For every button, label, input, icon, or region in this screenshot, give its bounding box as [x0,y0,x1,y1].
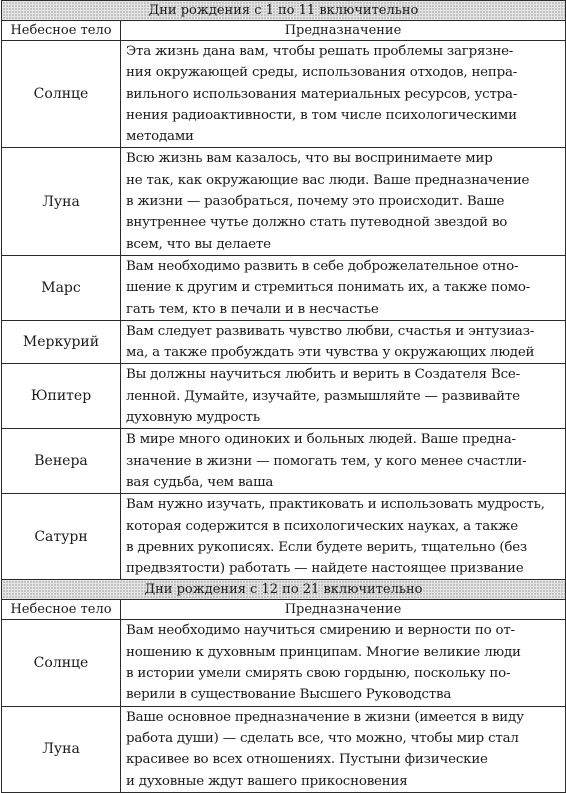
column-header-row [2,21,566,41]
column-header-body: Небесное тело [2,21,121,41]
purpose-text-line: духовную мудрость [126,410,260,426]
purpose-cell [121,429,566,494]
purpose-text-line: всем, что вы делаете [126,236,271,252]
purpose-cell [121,255,566,320]
purpose-text-line: не так, как окружающие вас люди. Ваше предназначение [126,172,530,188]
purpose-text-line: Вы должны научиться любить и верить в Создателя Все- [126,367,520,383]
column-header-purpose: Предназначение [121,21,566,41]
table-row [2,429,566,494]
section-title-row [2,580,566,600]
purpose-text-line: внутреннее чутье должно стать путеводной звездой во [126,215,508,231]
table-row [2,255,566,320]
table-row [2,620,566,706]
purpose-text-line: ма, а также пробуждать эти чувства у окружающих людей [126,345,535,361]
table-row [2,364,566,429]
purpose-text-line: методами [126,129,194,145]
celestial-body-cell: Солнце [2,620,121,706]
purpose-text-line: вильного использования материальных ресурсов, устра- [126,86,518,102]
table-row [2,148,566,255]
purpose-text-line: Эта жизнь дана вам, чтобы решать проблемы загрязне- [126,44,514,59]
celestial-body-cell: Марс [2,255,121,320]
table-row [2,41,566,148]
purpose-text-line: В мире много одиноких и больных людей. Ваше предна- [126,432,516,448]
purpose-cell [121,320,566,364]
purpose-cell [121,620,566,706]
purpose-cell [121,148,566,255]
celestial-body-cell: Юпитер [2,364,121,429]
celestial-body-cell: Луна [2,148,121,255]
section-title: Дни рождения с 1 по 11 включительно [2,1,566,21]
section-title-row [2,1,566,21]
column-header-row [2,600,566,620]
purpose-cell [121,41,566,148]
celestial-body-cell: Сатурн [2,494,121,580]
section-title: Дни рождения с 12 по 21 включительно [2,580,566,600]
purpose-text-line: и духовные ждут вашего прикосновения [126,773,408,789]
purpose-text-line: в жизни — разобраться, почему это происходит. Ваше [126,194,505,210]
celestial-body-cell: Меркурий [2,320,121,364]
purpose-text-line: ношению к духовным принципам. Многие великие люди [126,644,521,660]
purpose-text-line: ния окружающей среды, использования отходов, непра- [126,65,518,81]
celestial-body-cell: Солнце [2,41,121,148]
purpose-text-line: шение к другим и стремиться понимать их, а также помо- [126,280,531,296]
purpose-text-line: в истории умели смирять свою гордыню, поскольку по- [126,666,511,682]
table-row [2,706,566,792]
purpose-text-line: которая содержится в психологических науках, а также [126,518,519,534]
column-header-purpose: Предназначение [121,600,566,620]
purpose-text-line: Вам нужно изучать, практиковать и использовать мудрость, [126,497,545,513]
celestial-body-cell: Луна [2,706,121,792]
celestial-body-cell: Венера [2,429,121,494]
purpose-text-line: верили в существование Высшего Руководства [126,687,452,703]
purpose-text-line: вая судьба, чем ваша [126,474,274,490]
table-row [2,320,566,364]
purpose-text-line: Вам необходимо развить в себе доброжелательное отно- [126,258,519,274]
purpose-cell [121,706,566,792]
purpose-text-line: Ваше основное предназначение в жизни (имеется в виду [126,709,524,725]
purpose-text-line: гать тем, кто в печали и в несчастье [126,301,379,317]
purpose-text-line: работа души) — сделать все, что можно, чтобы мир стал [126,730,519,746]
column-header-body: Небесное тело [2,600,121,620]
purpose-cell [121,494,566,580]
purpose-text-line: в древних рукописях. Если будете верить, тщательно (без [126,539,528,555]
birthday-table [1,0,566,793]
purpose-cell [121,364,566,429]
purpose-text-line: Вам следует развивать чувство любви, счастья и энтузиаз- [126,323,535,339]
purpose-text-line: значение в жизни — помогать тем, у кого менее счастли- [126,453,527,469]
purpose-text-line: предвзятости) работать — найдете настоящее призвание [126,561,524,577]
purpose-text-line: красивее во всех отношениях. Пустыни физические [126,752,488,768]
purpose-text-line: нения радиоактивности, в том числе психологическими [126,107,517,123]
purpose-text-line: Всю жизнь вам казалось, что вы воспринимаете мир [126,151,493,167]
purpose-text-line: Вам необходимо научиться смирению и верности по от- [126,623,515,639]
purpose-text-line: ленной. Думайте, изучайте, размышляйте — развивайте [126,388,520,404]
table-row [2,494,566,580]
document-page [1,0,565,793]
